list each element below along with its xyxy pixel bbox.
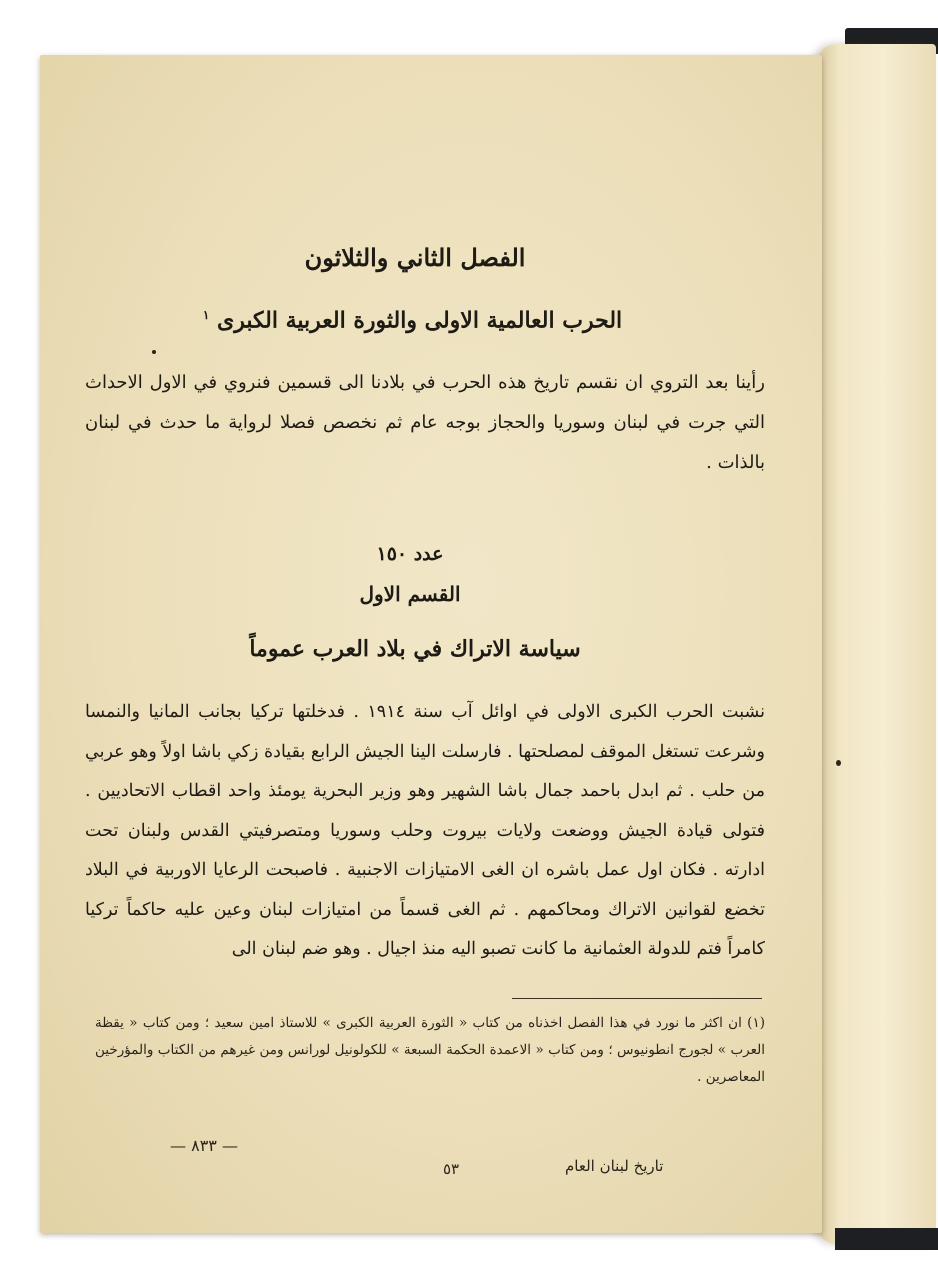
page-number: — ٨٣٣ — xyxy=(170,1136,238,1155)
chapter-title: الفصل الثاني والثلاثون xyxy=(304,243,526,272)
footnote-marker: ١ xyxy=(202,308,210,322)
footnote-divider xyxy=(512,998,762,999)
page-text-block xyxy=(85,235,765,970)
signature-number: ٥٣ xyxy=(443,1160,460,1178)
body-paragraph: نشبت الحرب الكبرى الاولى في اوائل آب سنة ١٩١٤ . فدخلتها تركيا بجانب المانيا والنمسا وشرعت تستغل الموقف لمصلحتها . فارسلت الينا الجيش الرابع بقيادة زكي باشا اولاً وهو عربي من حلب . ثم ابدل باحمد جمال باشا الشهير وهو وزير البحرية يومئذ واحد اقطاب الاتحاديين . فتولى قيادة الجيش ووضعت ولايات بيروت وحلب وسوريا ومتصرفيتي القدس ولبنان تحت ادارته . فكان اول عمل باشره ان الغى الامتيازات الاجنبية . فاصبحت الرعايا الاوربية في البلاد تخضع لقوانين الاتراك ومحاكمهم . ثم الغى قسماً من امتيازات لبنان وعين عليه حاكماً تركيا كامراً فتم للدولة العثمانية ما كانت تصبو اليه منذ اجيال . وهو ضم لبنان الى xyxy=(85,702,766,959)
section-title: القسم الاول xyxy=(359,582,461,606)
section-heading: سياسة الاتراك في بلاد العرب عموماً xyxy=(249,636,581,662)
ink-speck xyxy=(152,350,156,354)
running-footer: تاريخ لبنان العام xyxy=(565,1157,664,1175)
chapter-subtitle-text: الحرب العالمية الاولى والثورة العربية الكبرى xyxy=(216,307,623,334)
book-cover-bottom xyxy=(835,1228,938,1250)
page-stack-edge xyxy=(818,44,936,1244)
intro-paragraph: رأينا بعد التروي ان نقسم تاريخ هذه الحرب في بلادنا الى قسمين فنروي في الاول الاحداث التي جرت في لبنان وسوريا والحجاز بوجه عام ثم نخصص فصلا لرواية ما حدث في لبنان بالذات . xyxy=(85,372,765,473)
chapter-subtitle xyxy=(85,295,765,335)
footnote: (١) ان اكثر ما نورد في هذا الفصل اخذناه من كتاب « الثورة العربية الكبرى » للاستاذ امين سعيد ؛ ومن كتاب « يقظة العرب » لجورج انطونيوس ؛ ومن كتاب « الاعمدة الحكمة السبعة » للكولونيل لورانس ومن غيرهم من الكتاب والمؤرخين المعاصرين . xyxy=(95,1015,765,1085)
document-number: عدد ١٥٠ xyxy=(376,543,444,565)
ink-speck xyxy=(836,760,841,766)
